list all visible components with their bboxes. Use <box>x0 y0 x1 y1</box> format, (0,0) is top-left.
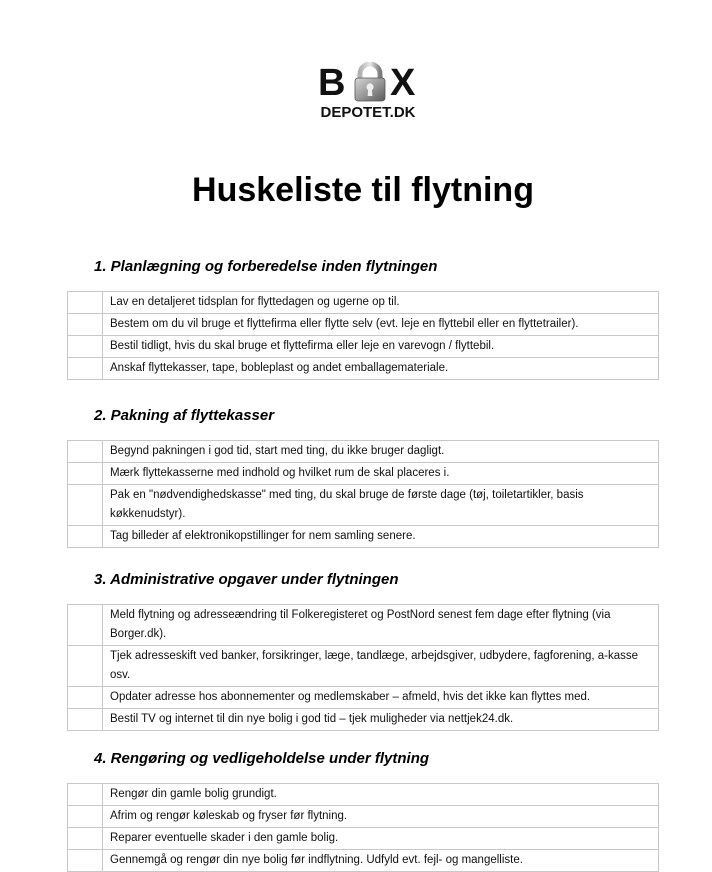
checkbox-cell[interactable] <box>68 463 103 485</box>
checklist-row <box>68 850 659 872</box>
checklist-row <box>68 687 659 709</box>
section-heading: 1. Planlægning og forberedelse inden flytningen <box>94 258 438 275</box>
checklist-row <box>68 526 659 548</box>
section-heading: 2. Pakning af flyttekasser <box>94 407 275 424</box>
checklist-item-text: Meld flytning og adresseændring til Folkeregisteret og PostNord senest fem dage efter flytning (via Borger.dk). <box>103 605 659 646</box>
section-cleaning <box>67 749 659 872</box>
section-packing <box>67 406 659 548</box>
checklist-item-text: Tag billeder af elektronikopstillinger for nem samling senere. <box>103 526 659 548</box>
checklist-row <box>68 314 659 336</box>
checkbox-cell[interactable] <box>68 485 103 526</box>
checklist-item-text: Begynd pakningen i god tid, start med ting, du ikke bruger dagligt. <box>103 441 659 463</box>
checklist-item-text: Bestil TV og internet til din nye bolig i god tid – tjek muligheder via nettjek24.dk. <box>103 709 659 731</box>
section-heading: 4. Rengøring og vedligeholdelse under flytning <box>94 750 430 767</box>
section-heading: 3. Administrative opgaver under flytningen <box>94 571 399 588</box>
checkbox-cell[interactable] <box>68 605 103 646</box>
checklist-item-text: Lav en detaljeret tidsplan for flyttedagen og ugerne op til. <box>103 292 659 314</box>
checklist-item-text: Mærk flyttekasserne med indhold og hvilket rum de skal placeres i. <box>103 463 659 485</box>
checkbox-cell[interactable] <box>68 646 103 687</box>
checklist-item-text: Tjek adresseskift ved banker, forsikringer, læge, tandlæge, arbejdsgiver, udbydere, fagforening, a-kasse osv. <box>103 646 659 687</box>
logo-wordmark-top <box>316 62 420 102</box>
checklist-row <box>68 646 659 687</box>
logo-letter-b: B <box>318 62 345 104</box>
checklist-row <box>68 806 659 828</box>
checkbox-cell[interactable] <box>68 526 103 548</box>
checklist-item-text: Opdater adresse hos abonnementer og medlemskaber – afmeld, hvis det ikke kan flyttes med. <box>103 687 659 709</box>
checklist-row <box>68 485 659 526</box>
section-administrative <box>67 570 659 731</box>
checklist-row <box>68 441 659 463</box>
checkbox-cell[interactable] <box>68 784 103 806</box>
checkbox-cell[interactable] <box>68 850 103 872</box>
checklist-row <box>68 709 659 731</box>
checklist-item-text: Anskaf flyttekasser, tape, bobleplast og andet emballagemateriale. <box>103 358 659 380</box>
logo-wordmark-bottom: DEPOTET.DK <box>320 104 416 121</box>
checkbox-cell[interactable] <box>68 358 103 380</box>
checklist-table <box>67 783 659 872</box>
checkbox-cell[interactable] <box>68 806 103 828</box>
checkbox-cell[interactable] <box>68 336 103 358</box>
checklist-table <box>67 440 659 548</box>
section-planning <box>67 257 659 380</box>
checklist-item-text: Bestem om du vil bruge et flyttefirma eller flytte selv (evt. leje en flyttebil eller en flyttetrailer). <box>103 314 659 336</box>
checklist-table <box>67 604 659 731</box>
checkbox-cell[interactable] <box>68 709 103 731</box>
checklist-item-text: Bestil tidligt, hvis du skal bruge et flyttefirma eller leje en varevogn / flyttebil. <box>103 336 659 358</box>
page-title: Huskeliste til flytning <box>192 170 534 209</box>
checklist-item-text: Reparer eventuelle skader i den gamle bolig. <box>103 828 659 850</box>
boxdepotet-logo <box>316 62 420 126</box>
checklist-item-text: Gennemgå og rengør din nye bolig før indflytning. Udfyld evt. fejl- og mangelliste. <box>103 850 659 872</box>
checklist-table <box>67 291 659 380</box>
checklist-row <box>68 784 659 806</box>
checklist-item-text: Rengør din gamle bolig grundigt. <box>103 784 659 806</box>
logo-letter-x: X <box>390 62 415 104</box>
checklist-item-text: Afrim og rengør køleskab og fryser før flytning. <box>103 806 659 828</box>
checklist-row <box>68 828 659 850</box>
checklist-row <box>68 292 659 314</box>
checkbox-cell[interactable] <box>68 292 103 314</box>
checklist-item-text: Pak en "nødvendighedskasse" med ting, du skal bruge de første dage (tøj, toiletartikler, basis køkkenudstyr). <box>103 485 659 526</box>
checkbox-cell[interactable] <box>68 441 103 463</box>
checklist-row <box>68 605 659 646</box>
checkbox-cell[interactable] <box>68 314 103 336</box>
checklist-row <box>68 336 659 358</box>
padlock-icon <box>352 62 388 102</box>
checklist-row <box>68 358 659 380</box>
checklist-row <box>68 463 659 485</box>
checkbox-cell[interactable] <box>68 828 103 850</box>
checkbox-cell[interactable] <box>68 687 103 709</box>
